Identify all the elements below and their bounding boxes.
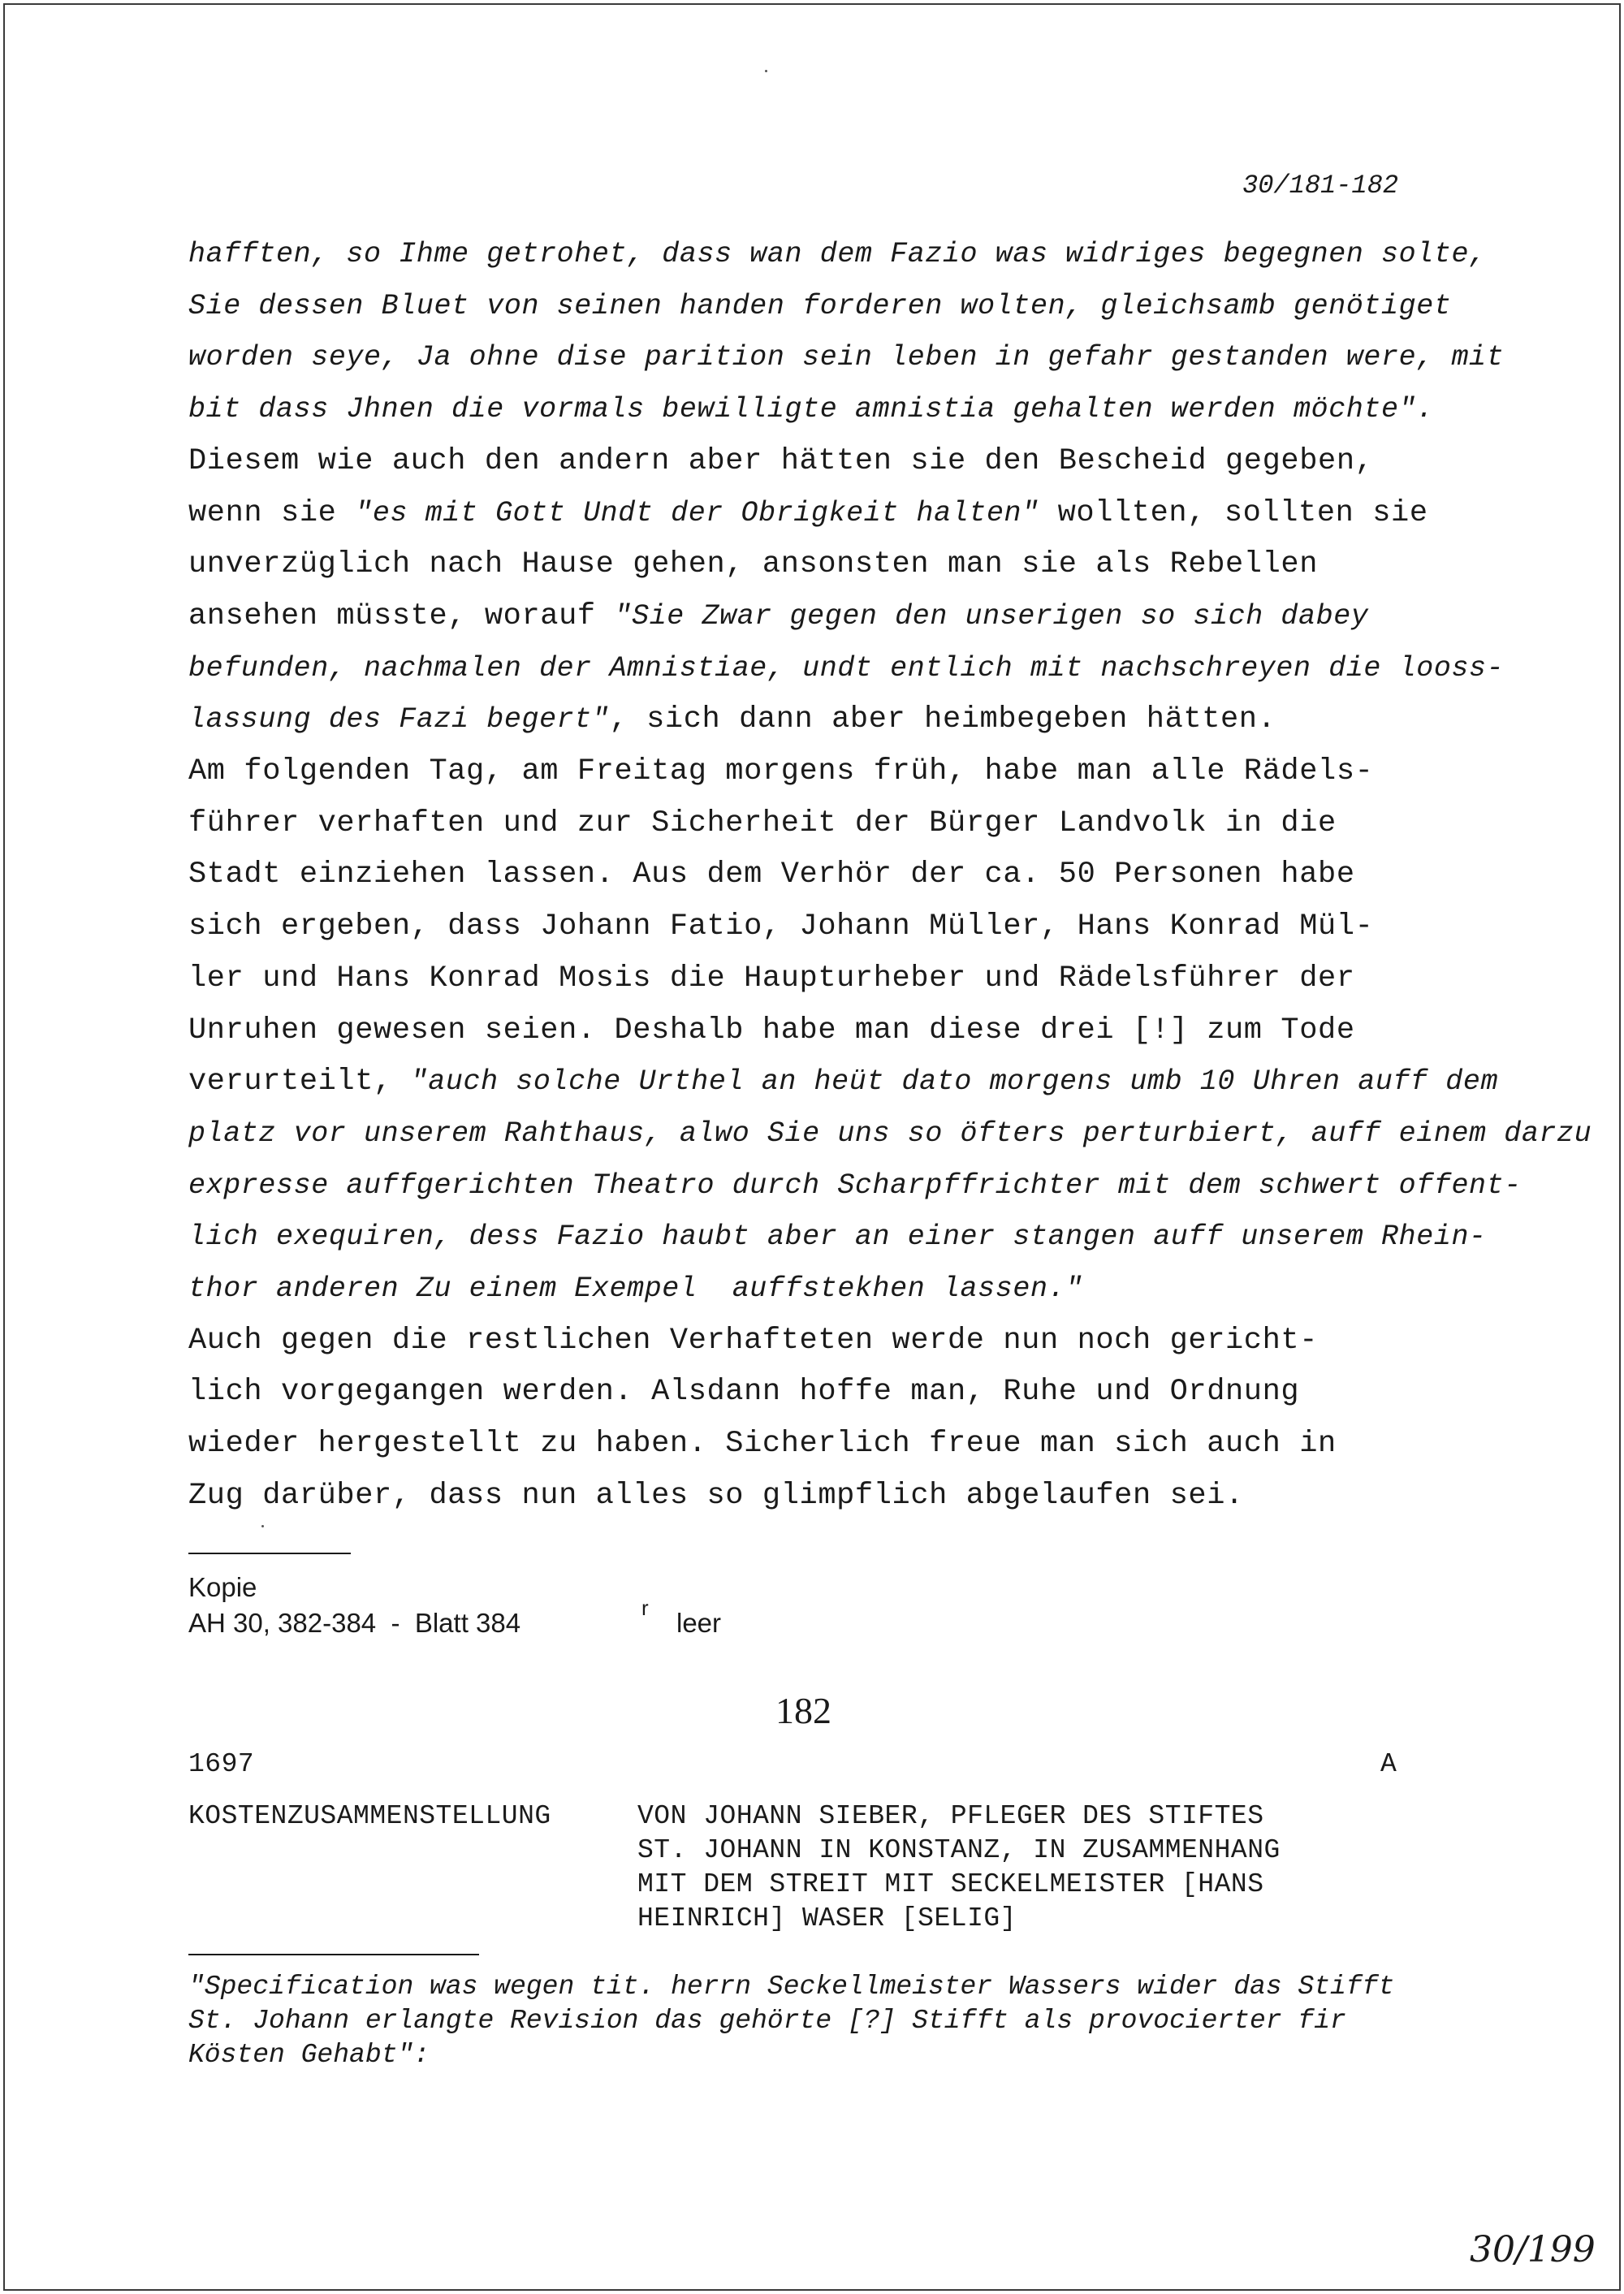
heading-line: ST. JOHANN IN KONSTANZ, IN ZUSAMMENHANG <box>637 1835 1281 1865</box>
text-run: ansehen müsste, worauf <box>188 598 615 633</box>
text-line <box>188 340 1504 374</box>
text-line <box>188 289 1451 323</box>
scan-speck <box>261 1525 264 1527</box>
text-run: sich ergeben, dass Johann Fatio, Johann Müller, Hans Konrad Mül- <box>188 909 1374 944</box>
quote-line: St. Johann erlangte Revision das gehörte [?] Stifft als provocierter fir <box>188 2006 1346 2036</box>
text-run: verurteilt, <box>188 1065 411 1099</box>
text-run: wieder hergestellt zu haben. Sicherlich freue man sich auch in <box>188 1427 1337 1462</box>
text-line <box>188 858 1355 892</box>
text-line <box>188 1324 1318 1358</box>
heading-lead: KOSTENZUSAMMENSTELLUNG <box>188 1801 551 1831</box>
text-line <box>188 1169 1522 1203</box>
quote-line: "Specification was wegen tit. herrn Seckellmeister Wassers wider das Stifft <box>188 1972 1395 2002</box>
quoted-run: lassung des Fazi begert" <box>188 703 610 737</box>
text-line <box>188 1427 1337 1461</box>
text-line <box>188 1117 1592 1151</box>
text-run: führer verhaften und zur Sicherheit der Bürger Landvolk in die <box>188 806 1337 840</box>
text-line <box>188 496 1428 530</box>
text-line <box>188 754 1373 788</box>
text-run: Unruhen gewesen seien. Deshalb habe man diese drei [!] zum Tode <box>188 1013 1355 1048</box>
document-number: 182 <box>775 1690 831 1731</box>
separator-rule <box>188 1553 351 1554</box>
heading-line: HEINRICH] WASER [SELIG] <box>637 1903 1017 1933</box>
source-ref-tail: leer <box>676 1608 722 1638</box>
quoted-run: platz vor unserem Rahthaus, alwo Sie uns so öfters perturbiert, auff einem darzu <box>188 1117 1592 1150</box>
text-line <box>188 651 1504 685</box>
text-run: lich vorgegangen werden. Alsdann hoffe man, Ruhe und Ordnung <box>188 1375 1300 1410</box>
text-run: , sich dann aber heimbegeben hätten. <box>609 702 1276 737</box>
handwritten-archive-number: 30/199 <box>1470 2229 1596 2270</box>
text-line <box>188 1375 1299 1409</box>
quoted-run: worden seye, Ja ohne dise parition sein leben in gefahr gestanden were, mit <box>188 341 1505 374</box>
text-line <box>188 806 1337 840</box>
text-run: Auch gegen die restlichen Verhafteten werde nun noch gericht- <box>188 1323 1319 1358</box>
text-line <box>188 392 1434 426</box>
reference-number: 30/181-182 <box>1242 171 1399 201</box>
quote-line: Kösten Gehabt": <box>188 2040 430 2070</box>
quoted-run: "es mit Gott Undt der Obrigkeit halten" <box>355 496 1039 529</box>
heading-line: MIT DEM STREIT MIT SECKELMEISTER [HANS <box>637 1869 1264 1899</box>
text-run: Stadt einziehen lassen. Aus dem Verhör der ca. 50 Personen habe <box>188 858 1355 892</box>
text-line <box>188 702 1276 737</box>
heading-line: VON JOHANN SIEBER, PFLEGER DES STIFTES <box>637 1801 1264 1831</box>
quoted-run: Sie dessen Bluet von seinen handen forderen wolten, gleichsamb genötiget <box>188 289 1452 322</box>
quoted-run: "auch solche Urthel an heüt dato morgens umb 10 Uhren auff dem <box>410 1065 1499 1099</box>
text-run: ler und Hans Konrad Mosis die Haupturheber und Rädelsführer der <box>188 961 1355 996</box>
text-run: wollten, sollten sie <box>1039 495 1428 530</box>
quoted-run: thor anderen Zu einem Exempel auffstekhen lassen." <box>188 1272 1083 1305</box>
document-year: 1697 <box>188 1749 255 1779</box>
text-line <box>188 599 1368 633</box>
text-line <box>188 1272 1083 1306</box>
folio-superscript: r <box>641 1596 649 1620</box>
text-line <box>188 961 1355 996</box>
source-ref-line: AH 30, 382-384 - Blatt 384 <box>188 1608 521 1638</box>
text-line <box>188 1479 1244 1513</box>
text-line <box>188 444 1373 478</box>
quoted-run: lich exequiren, dess Fazio haubt aber an einer stangen auff unserem Rhein- <box>188 1220 1487 1254</box>
quoted-run: expresse auffgerichten Theatro durch Scharpffrichter mit dem schwert offent- <box>188 1169 1522 1202</box>
scan-speck <box>765 70 767 72</box>
quoted-run: "Sie Zwar gegen den unserigen so sich dabey <box>614 599 1369 633</box>
text-run: unverzüglich nach Hause gehen, ansonsten man sie als Rebellen <box>188 547 1319 582</box>
text-line <box>188 237 1487 271</box>
document-letter: A <box>1380 1749 1397 1779</box>
quoted-run: hafften, so Ihme getrohet, dass wan dem Fazio was widriges begegnen solte, <box>188 238 1487 270</box>
source-kopie: Kopie <box>188 1572 257 1602</box>
text-line <box>188 547 1318 581</box>
text-line <box>188 909 1373 944</box>
quoted-run: bit dass Jhnen die vormals bewilligte amnistia gehalten werden möchte". <box>188 393 1434 426</box>
text-run: wenn sie <box>188 495 356 530</box>
text-line <box>188 1065 1498 1099</box>
text-run: Zug darüber, dass nun alles so glimpflich abgelaufen sei. <box>188 1478 1244 1513</box>
text-run: Diesem wie auch den andern aber hätten sie den Bescheid gegeben, <box>188 443 1374 478</box>
text-run: Am folgenden Tag, am Freitag morgens früh, habe man alle Rädels- <box>188 754 1374 788</box>
heading-rule <box>188 1954 479 1955</box>
text-line <box>188 1220 1487 1254</box>
quoted-run: befunden, nachmalen der Amnistiae, undt entlich mit nachschreyen die looss- <box>188 651 1505 685</box>
text-line <box>188 1013 1355 1048</box>
